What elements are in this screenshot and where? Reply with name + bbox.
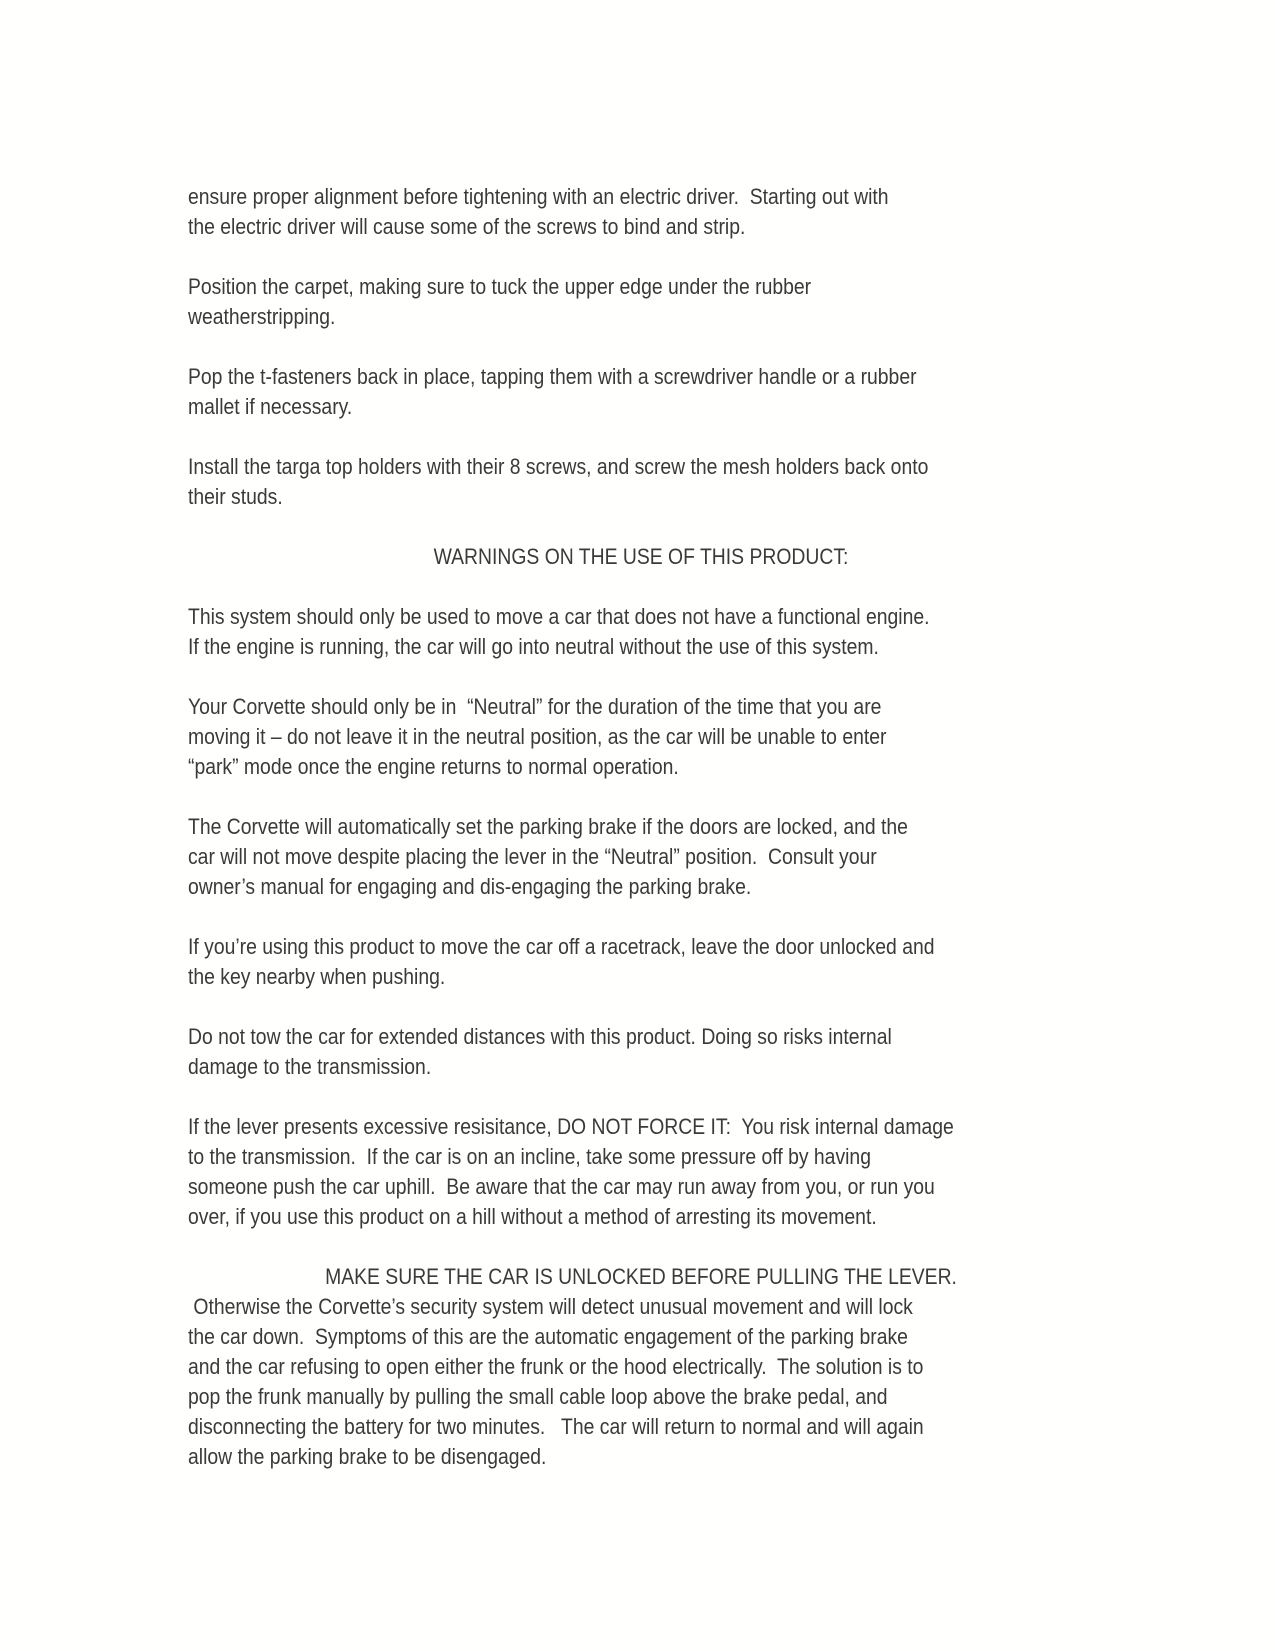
text-line: moving it – do not leave it in the neutral position, as the car will be unable to enter bbox=[188, 724, 887, 749]
text-line: Do not tow the car for extended distances with this product. Doing so risks internal bbox=[188, 1024, 892, 1049]
text-line: Otherwise the Corvette’s security system will detect unusual movement and will lock bbox=[188, 1294, 913, 1319]
text-line: If the lever presents excessive resisitance, DO NOT FORCE IT: You risk internal damage bbox=[188, 1114, 954, 1139]
text-line: Position the carpet, making sure to tuck the upper edge under the rubber bbox=[188, 274, 812, 299]
text-line: MAKE SURE THE CAR IS UNLOCKED BEFORE PULLING THE LEVER. bbox=[325, 1264, 957, 1289]
section-heading bbox=[188, 542, 1094, 572]
paragraph bbox=[188, 1292, 1094, 1472]
text-line: Your Corvette should only be in “Neutral” for the duration of the time that you are bbox=[188, 694, 882, 719]
text-line: This system should only be used to move a car that does not have a functional engine. bbox=[188, 604, 930, 629]
text-line: allow the parking brake to be disengaged. bbox=[188, 1444, 547, 1469]
text-line: the car down. Symptoms of this are the automatic engagement of the parking brake bbox=[188, 1324, 908, 1349]
text-line: Install the targa top holders with their 8 screws, and screw the mesh holders back onto bbox=[188, 454, 929, 479]
paragraph bbox=[188, 452, 1094, 512]
text-line: over, if you use this product on a hill without a method of arresting its movement. bbox=[188, 1204, 877, 1229]
paragraph bbox=[188, 932, 1094, 992]
text-line: weatherstripping. bbox=[188, 304, 336, 329]
text-line: If the engine is running, the car will go into neutral without the use of this system. bbox=[188, 634, 879, 659]
paragraph bbox=[188, 692, 1094, 782]
paragraph bbox=[188, 602, 1094, 662]
paragraph bbox=[188, 272, 1094, 332]
text-line: to the transmission. If the car is on an incline, take some pressure off by having bbox=[188, 1144, 871, 1169]
text-line: mallet if necessary. bbox=[188, 394, 353, 419]
text-line: Pop the t-fasteners back in place, tapping them with a screwdriver handle or a rubber bbox=[188, 364, 917, 389]
section-heading bbox=[188, 1262, 1094, 1292]
text-line: disconnecting the battery for two minutes. The car will return to normal and will again bbox=[188, 1414, 924, 1439]
paragraph bbox=[188, 812, 1094, 902]
text-line: “park” mode once the engine returns to normal operation. bbox=[188, 754, 679, 779]
paragraph bbox=[188, 1112, 1094, 1232]
paragraph bbox=[188, 1022, 1094, 1082]
text-line: someone push the car uphill. Be aware that the car may run away from you, or run you bbox=[188, 1174, 935, 1199]
text-line: owner’s manual for engaging and dis-engaging the parking brake. bbox=[188, 874, 752, 899]
paragraph bbox=[188, 182, 1094, 242]
text-line: their studs. bbox=[188, 484, 283, 509]
text-line: car will not move despite placing the lever in the “Neutral” position. Consult your bbox=[188, 844, 877, 869]
text-line: the electric driver will cause some of the screws to bind and strip. bbox=[188, 214, 746, 239]
text-line: the key nearby when pushing. bbox=[188, 964, 446, 989]
text-line: and the car refusing to open either the frunk or the hood electrically. The solution is to bbox=[188, 1354, 924, 1379]
text-line: WARNINGS ON THE USE OF THIS PRODUCT: bbox=[433, 544, 849, 569]
document-body bbox=[188, 182, 1094, 1502]
text-line: damage to the transmission. bbox=[188, 1054, 432, 1079]
text-line: If you’re using this product to move the car off a racetrack, leave the door unlocked and bbox=[188, 934, 935, 959]
text-line: pop the frunk manually by pulling the small cable loop above the brake pedal, and bbox=[188, 1384, 888, 1409]
text-line: ensure proper alignment before tightening with an electric driver. Starting out with bbox=[188, 184, 889, 209]
text-line: The Corvette will automatically set the parking brake if the doors are locked, and the bbox=[188, 814, 908, 839]
paragraph bbox=[188, 362, 1094, 422]
